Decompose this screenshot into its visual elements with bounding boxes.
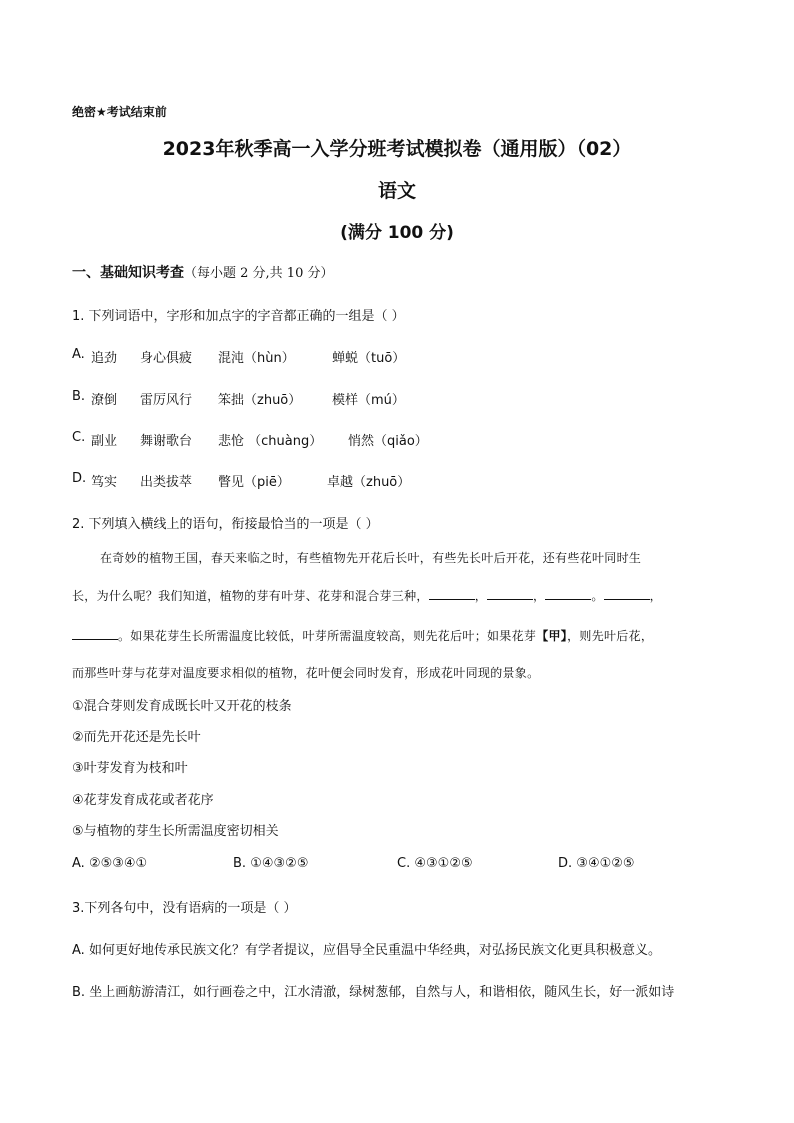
q2-option-label: B. xyxy=(233,856,247,871)
subject-title: 语文 xyxy=(377,180,416,202)
answer-blank xyxy=(72,627,118,640)
answer-blank xyxy=(604,587,650,600)
answer-blank xyxy=(487,587,533,600)
q2-passage-line: 在奇妙的植物王国，春天来临之时，有些植物先开花后长叶，有些先长叶后开花，还有些花叶同时生 xyxy=(100,551,642,565)
q1-option-a-label: A. xyxy=(72,347,85,362)
q1-option-b-label: B. xyxy=(72,389,86,404)
q2-item: ②而先开花还是先长叶 xyxy=(72,730,201,745)
q2-item: ①混合芽则发育成既长叶又开花的枝条 xyxy=(72,699,292,714)
q3-option-label: A. xyxy=(72,943,85,958)
q1-option-d-word: 卓越（zhuō） xyxy=(327,475,411,490)
q1-option-b-word: 笨拙（zhuō） xyxy=(218,393,302,408)
q2-option-label: D. xyxy=(558,856,573,871)
q1-option-c-word: 悲怆 （chuàng） xyxy=(218,434,323,449)
q2-passage-line: 而那些叶芽与花芽对温度要求相似的植物，花叶便会同时发育，形成花叶同现的景象。 xyxy=(72,666,540,680)
q2-option-text: ④③①②⑤ xyxy=(414,856,473,871)
q3-option-text: 如何更好地传承民族文化？有学者提议，应倡导全民重温中华经典，对弘扬民族文化更具积极意义。 xyxy=(88,943,661,958)
q1-option-b-word: 雷厉风行 xyxy=(140,393,193,408)
q2-option-a xyxy=(72,856,147,871)
q2-passage-punct: 。 xyxy=(591,589,604,603)
q2-item: ③叶芽发育为枝和叶 xyxy=(72,761,188,776)
q2-item: ⑤与植物的芽生长所需温度密切相关 xyxy=(72,824,279,839)
q2-option-label: A. xyxy=(72,856,85,871)
q2-option-text: ①④③②⑤ xyxy=(250,856,309,871)
q3-option-b xyxy=(72,981,674,1000)
q2-passage-line xyxy=(72,587,662,604)
q1-option-d-label: D. xyxy=(72,471,87,486)
q1-option-a-word: 混沌（hùn） xyxy=(218,351,295,366)
q1-option-c-word: 舞谢歌台 xyxy=(140,434,193,449)
q1-option-a-word: 追劲 xyxy=(91,351,118,366)
q1-option-b-word: 模样（mú） xyxy=(332,393,405,408)
section-heading-note: （每小题 2 分,共 10 分） xyxy=(184,266,334,281)
section-heading-text: 一、基础知识考查 xyxy=(72,265,184,281)
q1-option-d-word: 瞥见（piē） xyxy=(218,475,290,490)
question-1-stem: 1. 下列词语中，字形和加点字的字音都正确的一组是（ ） xyxy=(72,309,405,324)
q2-passage-punct: ， xyxy=(474,589,488,603)
q2-option-c xyxy=(397,856,473,871)
q2-passage-punct: ， xyxy=(649,589,662,603)
q2-option-text: ③④①②⑤ xyxy=(576,856,635,871)
q1-option-c-word: 副业 xyxy=(91,434,118,449)
q1-option-d-word: 出类拔萃 xyxy=(140,475,193,490)
q2-passage-line xyxy=(72,627,653,644)
answer-blank xyxy=(545,587,591,600)
q1-option-b-word: 潦倒 xyxy=(91,393,118,408)
q1-option-a-word: 身心俱疲 xyxy=(140,351,193,366)
q1-option-c-word: 悄然（qiǎo） xyxy=(348,434,428,449)
q2-item: ④花芽发育成花或者花序 xyxy=(72,793,214,808)
q2-passage-text: ，则先叶后花， xyxy=(567,629,654,643)
full-score: (满分 100 分) xyxy=(340,223,454,243)
q2-option-label: C. xyxy=(397,856,411,871)
q1-option-d-word: 笃实 xyxy=(91,475,118,490)
q2-passage-text: 。如果花芽生长所需温度比较低，叶芽所需温度较高，则先花后叶；如果花芽 xyxy=(118,629,537,643)
q2-passage-marker: 【甲】 xyxy=(536,629,568,643)
q2-passage-text: 长，为什么呢？我们知道，植物的芽有叶芽、花芽和混合芽三种， xyxy=(72,589,429,603)
q2-option-text: ②⑤③④① xyxy=(88,856,148,871)
q2-option-b xyxy=(233,856,308,871)
question-3-stem: 3.下列各句中，没有语病的一项是（ ） xyxy=(72,901,297,916)
q2-passage-punct: ， xyxy=(533,589,546,603)
confidential-mark: 绝密★考试结束前 xyxy=(72,105,167,119)
q1-option-c-label: C. xyxy=(72,430,86,445)
section-heading xyxy=(72,262,333,282)
q3-option-label: B. xyxy=(72,985,86,1000)
q3-option-a xyxy=(72,939,661,958)
question-2-stem: 2. 下列填入横线上的语句，衔接最恰当的一项是（ ） xyxy=(72,517,379,532)
q3-option-text: 坐上画舫游清江，如行画卷之中，江水清澈，绿树葱郁，自然与人，和谐相依，随风生长，好一派如诗 xyxy=(89,985,675,1000)
q1-option-a-word: 蝉蜕（tuō） xyxy=(332,351,406,366)
q2-option-d xyxy=(558,856,635,871)
exam-title: 2023年秋季高一入学分班考试模拟卷（通用版）（02） xyxy=(162,138,632,160)
answer-blank xyxy=(429,587,475,600)
